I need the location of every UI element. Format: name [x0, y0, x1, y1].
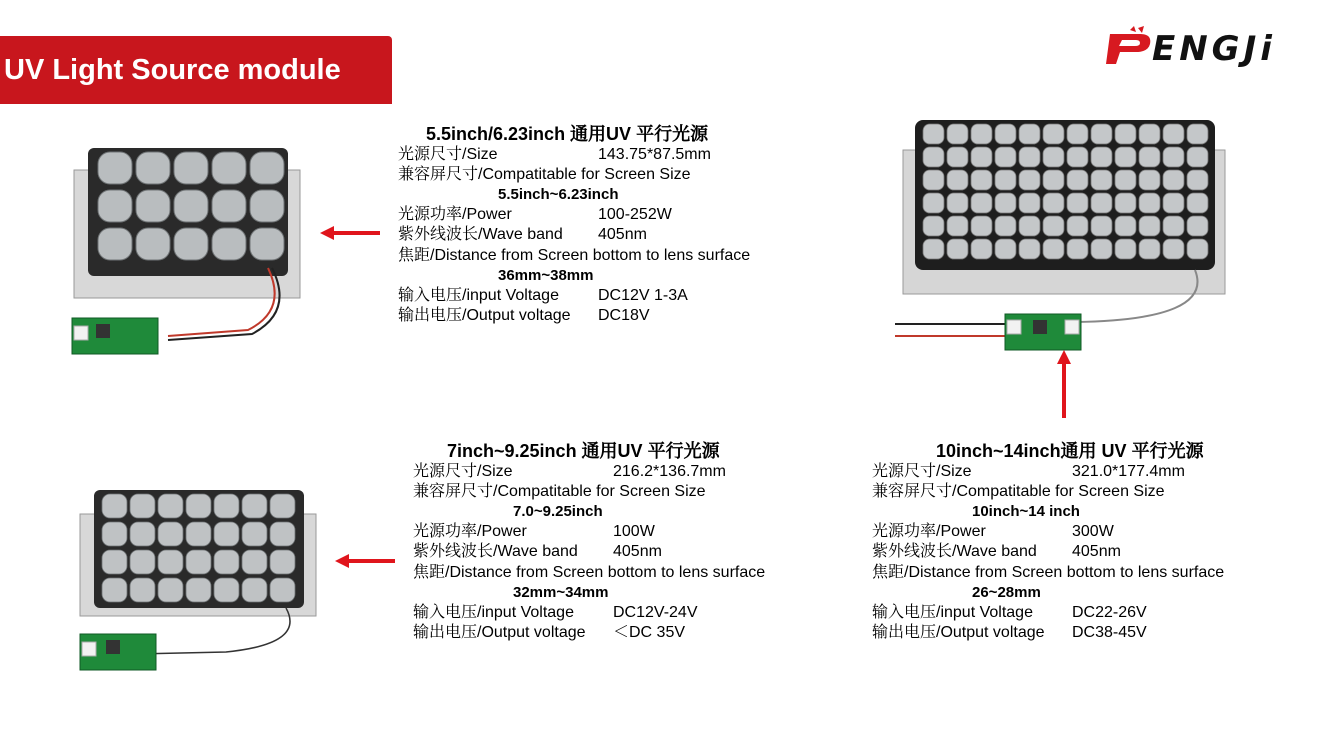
- lens-cell: [1163, 216, 1184, 236]
- input-label: 输入电压/input Voltage: [413, 603, 574, 621]
- arrow-left-icon: [320, 224, 382, 242]
- lens-cell: [923, 193, 944, 213]
- lens-cell: [1043, 216, 1064, 236]
- lens-cell: [1043, 124, 1064, 144]
- wave-value: 405nm: [613, 543, 662, 561]
- focus-value: 26~28mm: [972, 583, 1041, 601]
- focus-label: 焦距/Distance from Screen bottom to lens surface: [872, 563, 1225, 581]
- lens-cell: [971, 147, 992, 167]
- lens-cell: [130, 522, 155, 546]
- lens-cell: [102, 550, 127, 574]
- compat-value: 7.0~9.25inch: [513, 503, 603, 521]
- power-value: 300W: [1072, 523, 1114, 541]
- lens-cell: [1019, 216, 1040, 236]
- lens-cell: [1163, 124, 1184, 144]
- lens-cell: [947, 216, 968, 236]
- compat-value: 5.5inch~6.23inch: [498, 186, 619, 204]
- lens-cell: [923, 147, 944, 167]
- lens-cell: [186, 522, 211, 546]
- lens-cell: [242, 522, 267, 546]
- output-label: 输出电压/Output voltage: [398, 306, 571, 324]
- spec-block-5-5inch: [398, 124, 798, 326]
- lens-cell: [270, 522, 295, 546]
- lens-cell: [242, 550, 267, 574]
- input-label: 输入电压/input Voltage: [872, 603, 1033, 621]
- lens-cell: [1139, 216, 1160, 236]
- lens-cell: [923, 170, 944, 190]
- lens-cell: [270, 578, 295, 602]
- lens-cell: [1091, 147, 1112, 167]
- lens-cell: [102, 578, 127, 602]
- lens-cell: [1019, 239, 1040, 259]
- lens-cell: [1115, 193, 1136, 213]
- lens-cell: [1187, 193, 1208, 213]
- lens-cell: [995, 216, 1016, 236]
- lens-cell: [1115, 239, 1136, 259]
- spec-block-10inch: [872, 441, 1292, 643]
- lens-cell: [158, 578, 183, 602]
- lens-cell: [1139, 170, 1160, 190]
- lens-cell: [1043, 239, 1064, 259]
- lens-cell: [947, 124, 968, 144]
- wave-label: 紫外线波长/Wave band: [398, 226, 563, 244]
- lens-cell: [242, 578, 267, 602]
- lens-cell: [947, 147, 968, 167]
- power-label: 光源功率/Power: [413, 523, 527, 541]
- page-title: UV Light Source module: [0, 36, 392, 104]
- lens-cell: [1091, 239, 1112, 259]
- uv-light-source-medium-image: [76, 484, 326, 674]
- lens-cell: [102, 522, 127, 546]
- lens-cell: [130, 494, 155, 518]
- lens-cell: [995, 170, 1016, 190]
- lens-cell: [1115, 147, 1136, 167]
- power-value: 100-252W: [598, 206, 672, 224]
- lens-cell: [1091, 193, 1112, 213]
- size-label: 光源尺寸/Size: [872, 463, 972, 481]
- power-label: 光源功率/Power: [398, 206, 512, 224]
- uv-light-source-large-image: [895, 110, 1235, 360]
- input-value: DC22-26V: [1072, 603, 1147, 621]
- lens-cell: [186, 550, 211, 574]
- input-value: DC12V 1-3A: [598, 286, 688, 304]
- lens-cell: [270, 550, 295, 574]
- size-label: 光源尺寸/Size: [413, 463, 513, 481]
- output-value: ＜DC 35V: [613, 623, 686, 641]
- size-value: 143.75*87.5mm: [598, 146, 711, 164]
- lens-cell: [1187, 124, 1208, 144]
- lens-cell: [1187, 147, 1208, 167]
- lens-cell: [1067, 147, 1088, 167]
- lens-cell: [242, 494, 267, 518]
- lens-cell: [1091, 216, 1112, 236]
- lens-cell: [186, 494, 211, 518]
- lens-cell: [1187, 216, 1208, 236]
- lens-cell: [995, 193, 1016, 213]
- lens-cell: [1067, 124, 1088, 144]
- lens-cell: [1019, 124, 1040, 144]
- lens-cell: [214, 494, 239, 518]
- compat-label: 兼容屏尺寸/Compatitable for Screen Size: [398, 166, 691, 184]
- size-value: 216.2*136.7mm: [613, 463, 726, 481]
- lens-cell: [971, 193, 992, 213]
- lens-cell: [923, 239, 944, 259]
- lens-cell: [995, 239, 1016, 259]
- lens-cell: [971, 239, 992, 259]
- lens-cell: [1067, 193, 1088, 213]
- lens-cell: [1067, 216, 1088, 236]
- logo-wordmark: ENGJi: [1152, 29, 1276, 69]
- spec-heading: 7inch~9.25inch 通用UV 平行光源: [447, 441, 720, 461]
- lens-cell: [1091, 124, 1112, 144]
- lens-cell: [1043, 147, 1064, 167]
- lens-cell: [1163, 147, 1184, 167]
- lens-cell: [1139, 124, 1160, 144]
- spec-block-7inch: [413, 441, 813, 643]
- lens-cell: [1115, 216, 1136, 236]
- output-label: 输出电压/Output voltage: [872, 623, 1045, 641]
- lens-cell: [1187, 170, 1208, 190]
- lens-cell: [1067, 170, 1088, 190]
- lens-cell: [1187, 239, 1208, 259]
- lens-cell: [923, 216, 944, 236]
- lens-cell: [1043, 170, 1064, 190]
- lens-cell: [1163, 239, 1184, 259]
- lens-cell: [1115, 170, 1136, 190]
- lens-cell: [158, 494, 183, 518]
- lens-cell: [130, 578, 155, 602]
- lens-cell: [1067, 239, 1088, 259]
- wave-value: 405nm: [1072, 543, 1121, 561]
- lens-cell: [186, 578, 211, 602]
- lens-cell: [1019, 193, 1040, 213]
- wave-label: 紫外线波长/Wave band: [872, 543, 1037, 561]
- lens-cell: [158, 522, 183, 546]
- compat-label: 兼容屏尺寸/Compatitable for Screen Size: [413, 483, 706, 501]
- lens-cell: [995, 124, 1016, 144]
- size-value: 321.0*177.4mm: [1072, 463, 1185, 481]
- lens-cell: [1019, 147, 1040, 167]
- output-value: DC38-45V: [1072, 623, 1147, 641]
- size-label: 光源尺寸/Size: [398, 146, 498, 164]
- arrow-left-icon: [335, 552, 397, 570]
- lens-cell: [1139, 193, 1160, 213]
- power-value: 100W: [613, 523, 655, 541]
- lens-cell: [1163, 193, 1184, 213]
- spec-heading: 10inch~14inch通用 UV 平行光源: [936, 441, 1204, 461]
- spec-heading: 5.5inch/6.23inch 通用UV 平行光源: [426, 124, 709, 144]
- lens-cell: [995, 147, 1016, 167]
- lens-cell: [1163, 170, 1184, 190]
- lens-cell: [971, 124, 992, 144]
- lens-cell: [214, 522, 239, 546]
- lens-cell: [214, 578, 239, 602]
- lens-cell: [130, 550, 155, 574]
- uv-light-source-small-image: [68, 140, 308, 360]
- input-value: DC12V-24V: [613, 603, 698, 621]
- output-label: 输出电压/Output voltage: [413, 623, 586, 641]
- output-value: DC18V: [598, 306, 650, 324]
- lens-cell: [971, 216, 992, 236]
- wave-label: 紫外线波长/Wave band: [413, 543, 578, 561]
- lens-cell: [102, 494, 127, 518]
- lens-cell: [214, 550, 239, 574]
- lens-cell: [1043, 193, 1064, 213]
- lens-cell: [1019, 170, 1040, 190]
- lens-cell: [270, 494, 295, 518]
- wave-value: 405nm: [598, 226, 647, 244]
- focus-label: 焦距/Distance from Screen bottom to lens surface: [398, 246, 751, 264]
- focus-value: 32mm~34mm: [513, 583, 609, 601]
- lens-cell: [947, 239, 968, 259]
- arrow-up-icon: [1055, 350, 1073, 420]
- lens-cell: [971, 170, 992, 190]
- power-label: 光源功率/Power: [872, 523, 986, 541]
- lens-cell: [1091, 170, 1112, 190]
- compat-value: 10inch~14 inch: [972, 503, 1080, 521]
- compat-label: 兼容屏尺寸/Compatitable for Screen Size: [872, 483, 1165, 501]
- input-label: 输入电压/input Voltage: [398, 286, 559, 304]
- focus-label: 焦距/Distance from Screen bottom to lens surface: [413, 563, 766, 581]
- focus-value: 36mm~38mm: [498, 266, 594, 284]
- lens-cell: [947, 170, 968, 190]
- lens-cell: [158, 550, 183, 574]
- lens-cell: [947, 193, 968, 213]
- lens-cell: [1115, 124, 1136, 144]
- lens-cell: [923, 124, 944, 144]
- lens-cell: [1139, 239, 1160, 259]
- lens-cell: [1139, 147, 1160, 167]
